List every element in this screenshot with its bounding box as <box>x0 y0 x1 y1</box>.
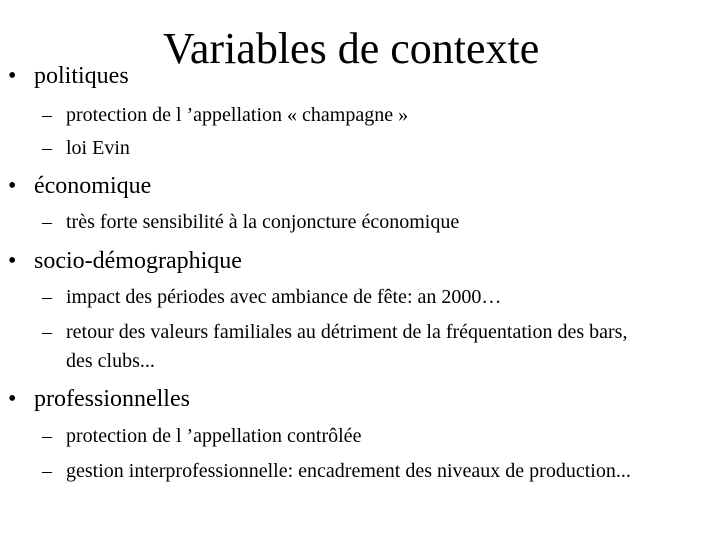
sub-item-text: impact des périodes avec ambiance de fête: an 2000… <box>66 286 502 308</box>
sub-item <box>42 210 682 234</box>
bullet-icon: • <box>8 173 17 199</box>
dash-icon: – <box>42 137 52 159</box>
dash-icon: – <box>42 104 52 126</box>
bullet-label: politiques <box>34 63 129 89</box>
bullet-label: professionnelles <box>34 386 190 412</box>
dash-icon: – <box>42 425 52 447</box>
bullet-icon: • <box>8 63 17 89</box>
bullet-label: économique <box>34 173 152 199</box>
sub-item-text: très forte sensibilité à la conjoncture économique <box>66 211 460 233</box>
sub-item-text: protection de l ’appellation contrôlée <box>66 425 362 447</box>
dash-icon: – <box>42 460 52 482</box>
slide-title: Variables de contexte <box>163 24 540 73</box>
bullet-item-socio-demographique <box>8 247 242 275</box>
sub-item <box>42 136 682 160</box>
bullet-label: socio-démographique <box>34 248 242 274</box>
bullet-item-economique <box>8 172 151 200</box>
bullet-item-politiques <box>8 62 129 90</box>
sub-item-text: loi Evin <box>66 137 130 159</box>
bullet-icon: • <box>8 248 17 274</box>
dash-icon: – <box>42 286 52 308</box>
bullet-item-professionnelles <box>8 385 190 413</box>
sub-item <box>42 285 682 309</box>
dash-icon: – <box>42 211 52 233</box>
sub-item <box>42 318 654 376</box>
sub-item-text: gestion interprofessionnelle: encadrement des niveaux de production... <box>66 460 631 482</box>
bullet-icon: • <box>8 386 17 412</box>
sub-item <box>42 424 682 448</box>
dash-icon: – <box>42 321 52 343</box>
sub-item-text: retour des valeurs familiales au détriment de la fréquentation des bars, des clubs... <box>66 321 628 372</box>
sub-item <box>42 457 642 486</box>
sub-item <box>42 103 682 127</box>
sub-item-text: protection de l ’appellation « champagne » <box>66 104 409 126</box>
